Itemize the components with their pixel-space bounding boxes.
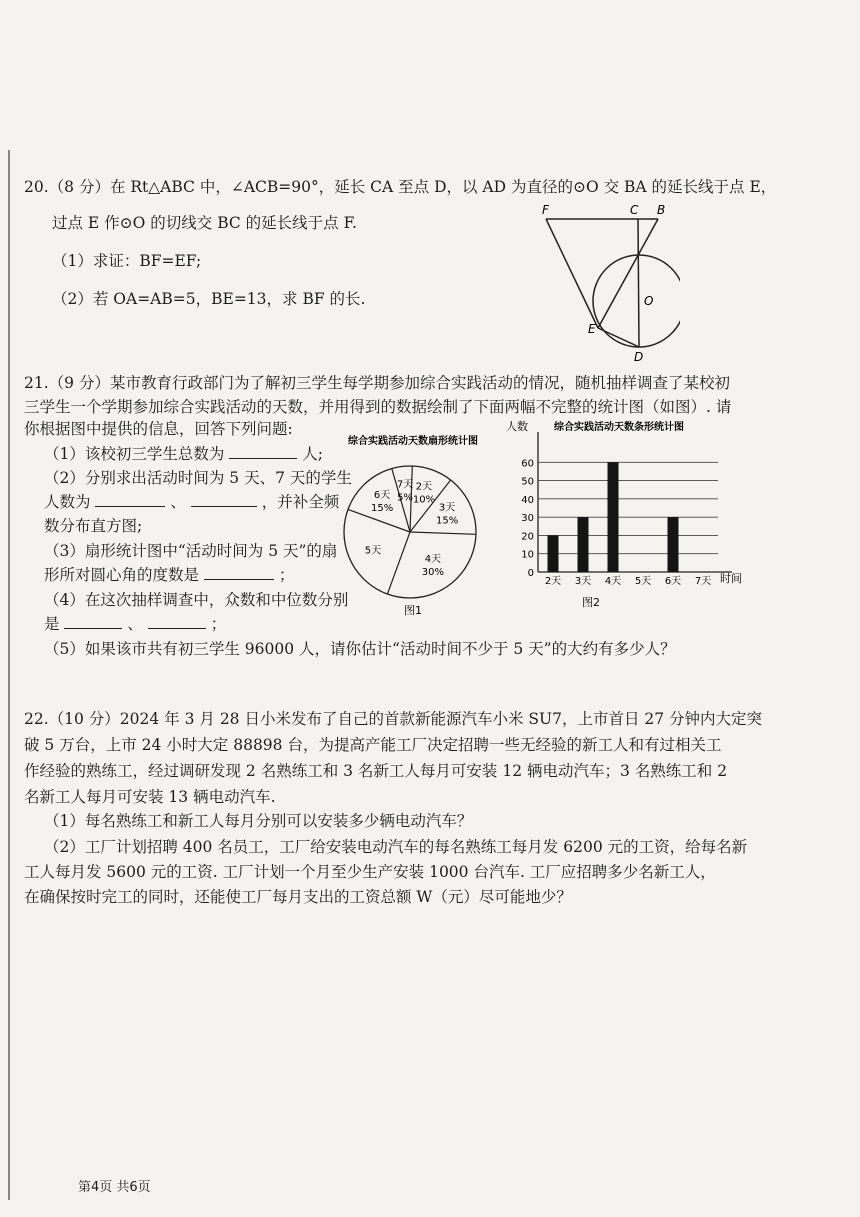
bar-2天 — [548, 535, 559, 572]
q21-part5: （5）如果该市共有初三学生 96000 人，请你估计“活动时间不少于 5 天”的大约有多少人？ — [44, 640, 676, 658]
pie-slice-label: 5天 — [364, 545, 382, 557]
bar-xtick-label: 6天 — [664, 576, 682, 587]
q22-line1: 22.（10 分）2024 年 3 月 28 日小米发布了自己的首款新能源汽车小米 SU7，上市首日 27 分钟内大定突 — [24, 710, 763, 728]
q22-part2-line1: （2）工厂计划招聘 400 名员工，工厂给安装电动汽车的每名熟练工每月发 6200 元的工资，给每名新 — [44, 838, 748, 856]
pie-slice-label: 4天 — [424, 553, 442, 565]
line-fe — [546, 219, 598, 328]
q22-part1: （1）每名熟练工和新工人每月分别可以安装多少辆电动汽车？ — [44, 812, 473, 830]
answer-blank[interactable] — [229, 444, 297, 459]
label-c: C — [630, 203, 639, 217]
answer-blank[interactable] — [95, 492, 165, 507]
bar-ylabel: 人数 — [506, 420, 528, 433]
q21-intro2: 三学生一个学期参加综合实践活动的天数，并用得到的数据绘制了下面两幅不完整的统计图（如图）. 请 — [24, 398, 732, 416]
bar-6天 — [668, 517, 679, 572]
bar-3天 — [578, 517, 589, 572]
q22-part2-line3: 在确保按时完工的同时，还能使工厂每月支出的工资总额 W（元）尽可能地少？ — [24, 888, 572, 906]
pie-slice-percent: 30% — [421, 566, 444, 578]
bar-ytick-label: 0 — [527, 568, 534, 579]
q21-part2-line2: 人数为 、 ，并补全频 — [44, 493, 340, 511]
bar-chart — [502, 414, 754, 614]
q21-intro1: 21.（9 分）某市教育行政部门为了解初三学生每学期参加综合实践活动的情况，随机抽样调查了某校初 — [24, 374, 730, 392]
q20-line1: 20.（8 分）在 Rt△ABC 中，∠ACB=90°，延长 CA 至点 D，以 AD 为直径的⊙O 交 BA 的延长线于点 E， — [24, 178, 777, 196]
answer-blank[interactable] — [64, 614, 122, 629]
line-ed — [598, 328, 639, 347]
bar-xtick-label: 4天 — [604, 576, 622, 587]
bar-ytick-label: 50 — [521, 476, 534, 488]
bar-caption: 图2 — [582, 596, 600, 609]
label-o: O — [644, 294, 654, 308]
q20-part2: （2）若 OA=AB=5，BE=13，求 BF 的长. — [52, 290, 366, 308]
label-b: B — [657, 203, 666, 217]
line-cd — [638, 219, 639, 347]
bar-xtick-label: 2天 — [544, 576, 562, 587]
pie-slice-divider — [387, 532, 410, 594]
q21-part4-line1: （4）在这次抽样调查中，众数和中位数分别 — [44, 591, 349, 609]
pie-slice-percent: 15% — [435, 515, 459, 527]
circle-o — [593, 255, 680, 347]
q21-part3-line1: （3）扇形统计图中“活动时间为 5 天”的扇 — [44, 542, 338, 560]
pie-slice-label: 2天 — [415, 481, 433, 493]
q22-line3: 作经验的熟练工，经过调研发现 2 名熟练工和 3 名新工人每月可安装 12 辆电动汽车；3 名熟练工和 2 — [24, 762, 728, 780]
pie-slice-label: 3天 — [438, 502, 456, 514]
answer-blank[interactable] — [148, 614, 206, 629]
q21-part1: （1）该校初三学生总数为 人; — [44, 445, 323, 463]
bar-title: 综合实践活动天数条形统计图 — [554, 422, 684, 433]
bar-xlabel: 时间 — [720, 572, 742, 585]
answer-blank[interactable] — [191, 492, 257, 507]
q20-part1: （1）求证：BF=EF; — [52, 252, 202, 270]
answer-blank[interactable] — [204, 565, 274, 580]
pie-slice-percent: 5% — [397, 492, 413, 504]
q20-line2: 过点 E 作⊙O 的切线交 BC 的延长线于点 F. — [52, 214, 357, 232]
q21-part2-line1: （2）分别求出活动时间为 5 天、7 天的学生 — [44, 469, 352, 487]
pie-chart — [340, 430, 520, 620]
bar-ytick-label: 10 — [521, 549, 534, 561]
bar-4天 — [608, 462, 619, 572]
q21-part4-line2: 是 、 ； — [44, 615, 227, 633]
pie-title: 综合实践活动天数扇形统计图 — [348, 436, 478, 447]
margin-line — [8, 150, 10, 1200]
q22-part2-line2: 工人每月发 5600 元的工资. 工厂计划一个月至少生产安装 1000 台汽车. 工厂应招聘多少名新工人， — [24, 863, 716, 881]
pie-caption: 图1 — [404, 604, 422, 617]
q21-part3-line2: 形所对圆心角的度数是 ； — [44, 566, 295, 584]
q21-intro3: 你根据图中提供的信息，回答下列问题: — [24, 420, 293, 438]
bar-ytick-label: 40 — [521, 494, 534, 506]
q20-geometry-figure — [530, 200, 680, 365]
pie-slice-label: 7天 — [396, 479, 414, 491]
page-footer: 第4页 共6页 — [78, 1180, 151, 1195]
bar-ytick-label: 30 — [521, 513, 534, 525]
label-f: F — [542, 203, 549, 217]
bar-xtick-label: 3天 — [574, 576, 592, 587]
pie-slice-divider — [410, 532, 476, 534]
q21-part2-line3: 数分布直方图; — [44, 517, 143, 535]
label-d: D — [634, 350, 644, 364]
pie-slice-label: 6天 — [373, 490, 391, 502]
bar-xtick-label: 5天 — [634, 576, 652, 587]
q22-line4: 名新工人每月可安装 13 辆电动汽车. — [24, 788, 276, 806]
bar-ytick-label: 20 — [521, 531, 534, 543]
pie-slice-percent: 15% — [370, 503, 394, 515]
line-be — [598, 219, 658, 328]
label-e: E — [588, 322, 596, 336]
q22-line2: 破 5 万台，上市 24 小时大定 88898 台，为提高产能工厂决定招聘一些无经验的新工人和有过相关工 — [24, 736, 722, 754]
pie-slice-percent: 10% — [412, 494, 436, 506]
bar-xtick-label: 7天 — [694, 576, 712, 587]
bar-ytick-label: 60 — [521, 458, 534, 470]
